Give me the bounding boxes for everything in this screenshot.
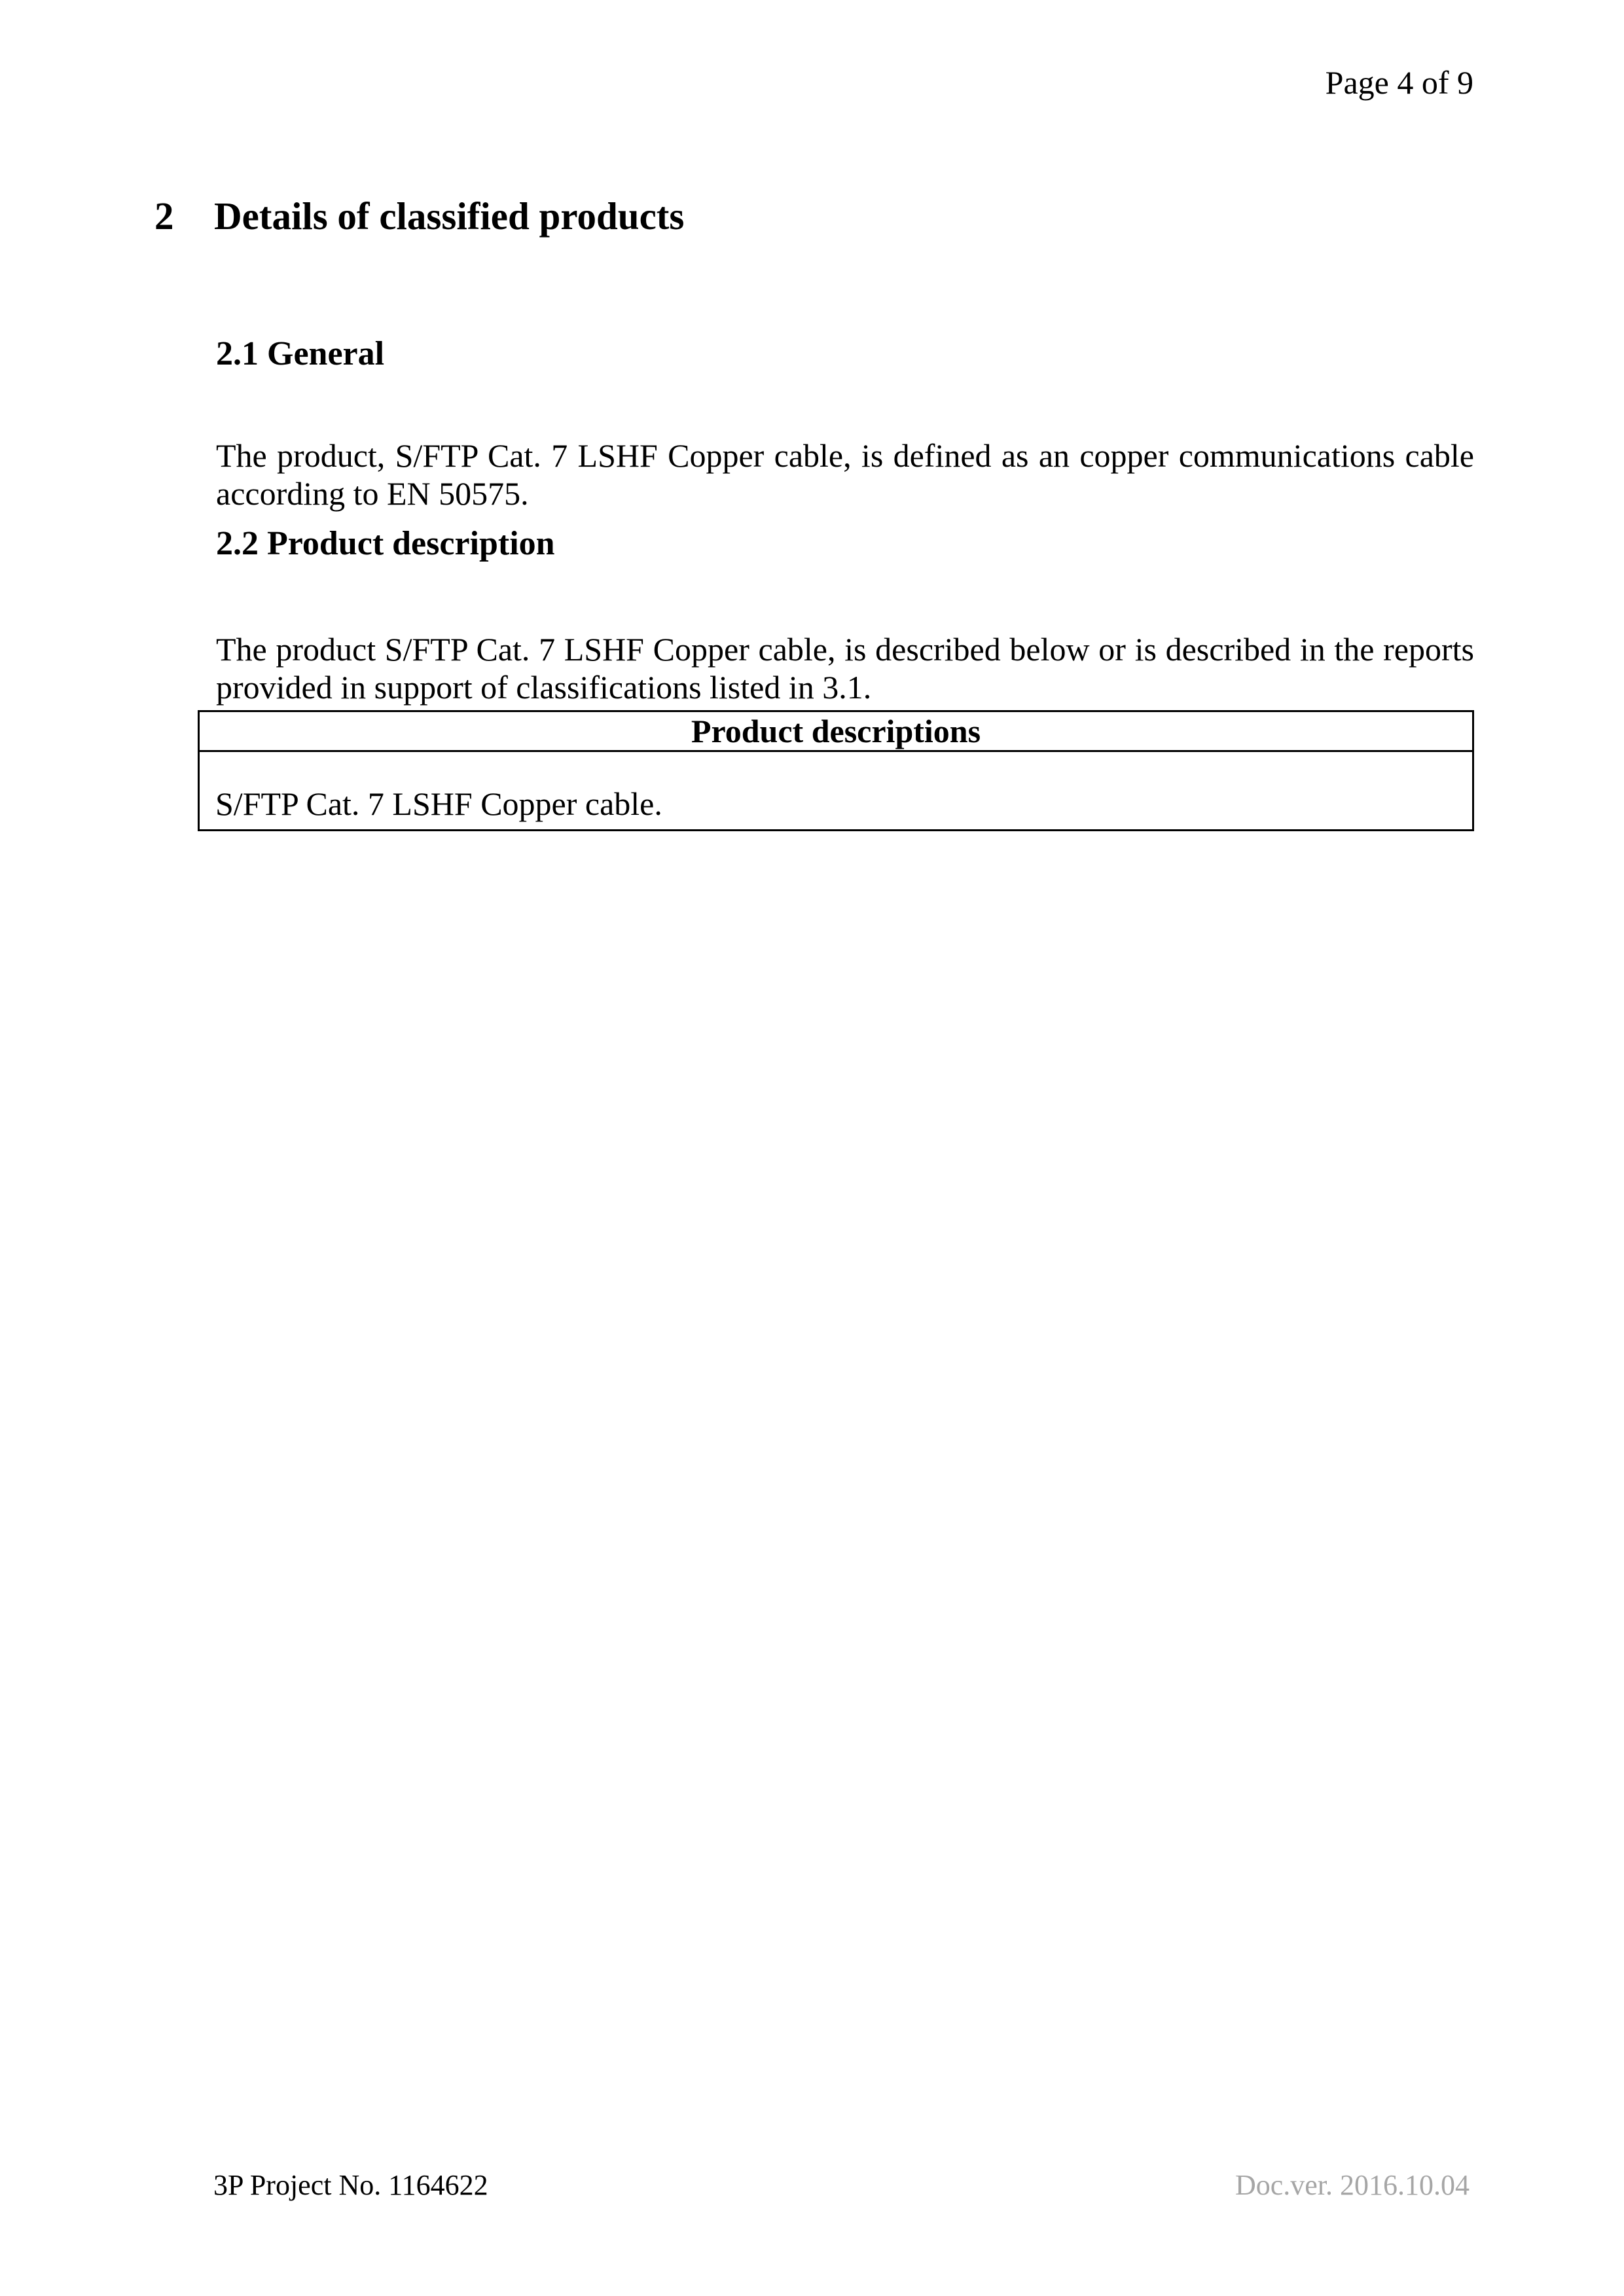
table-row [199, 751, 1473, 831]
paragraph-product-description: The product S/FTP Cat. 7 LSHF Copper cable, is described below or is described in the reports provided in support of classifications listed in 3.1. [216, 631, 1474, 706]
subsection-title-general: 2.1 General [216, 335, 385, 372]
footer-project-number: 3P Project No. 1164622 [213, 2169, 488, 2201]
table-header-cell: Product descriptions [199, 711, 1473, 751]
section-heading-title: Details of classified products [214, 194, 685, 238]
section-heading-number: 2 [154, 194, 174, 238]
subsection-title-product-description: 2.2 Product description [216, 525, 555, 562]
section-heading [154, 195, 684, 238]
table-cell-product-description: S/FTP Cat. 7 LSHF Copper cable. [199, 751, 1473, 831]
footer-doc-version: Doc.ver. 2016.10.04 [1235, 2169, 1470, 2201]
product-descriptions-table [198, 710, 1474, 831]
page-number: Page 4 of 9 [1325, 64, 1473, 101]
table-header-row [199, 711, 1473, 751]
paragraph-general: The product, S/FTP Cat. 7 LSHF Copper cable, is defined as an copper communications cable according to EN 50575. [216, 437, 1474, 512]
